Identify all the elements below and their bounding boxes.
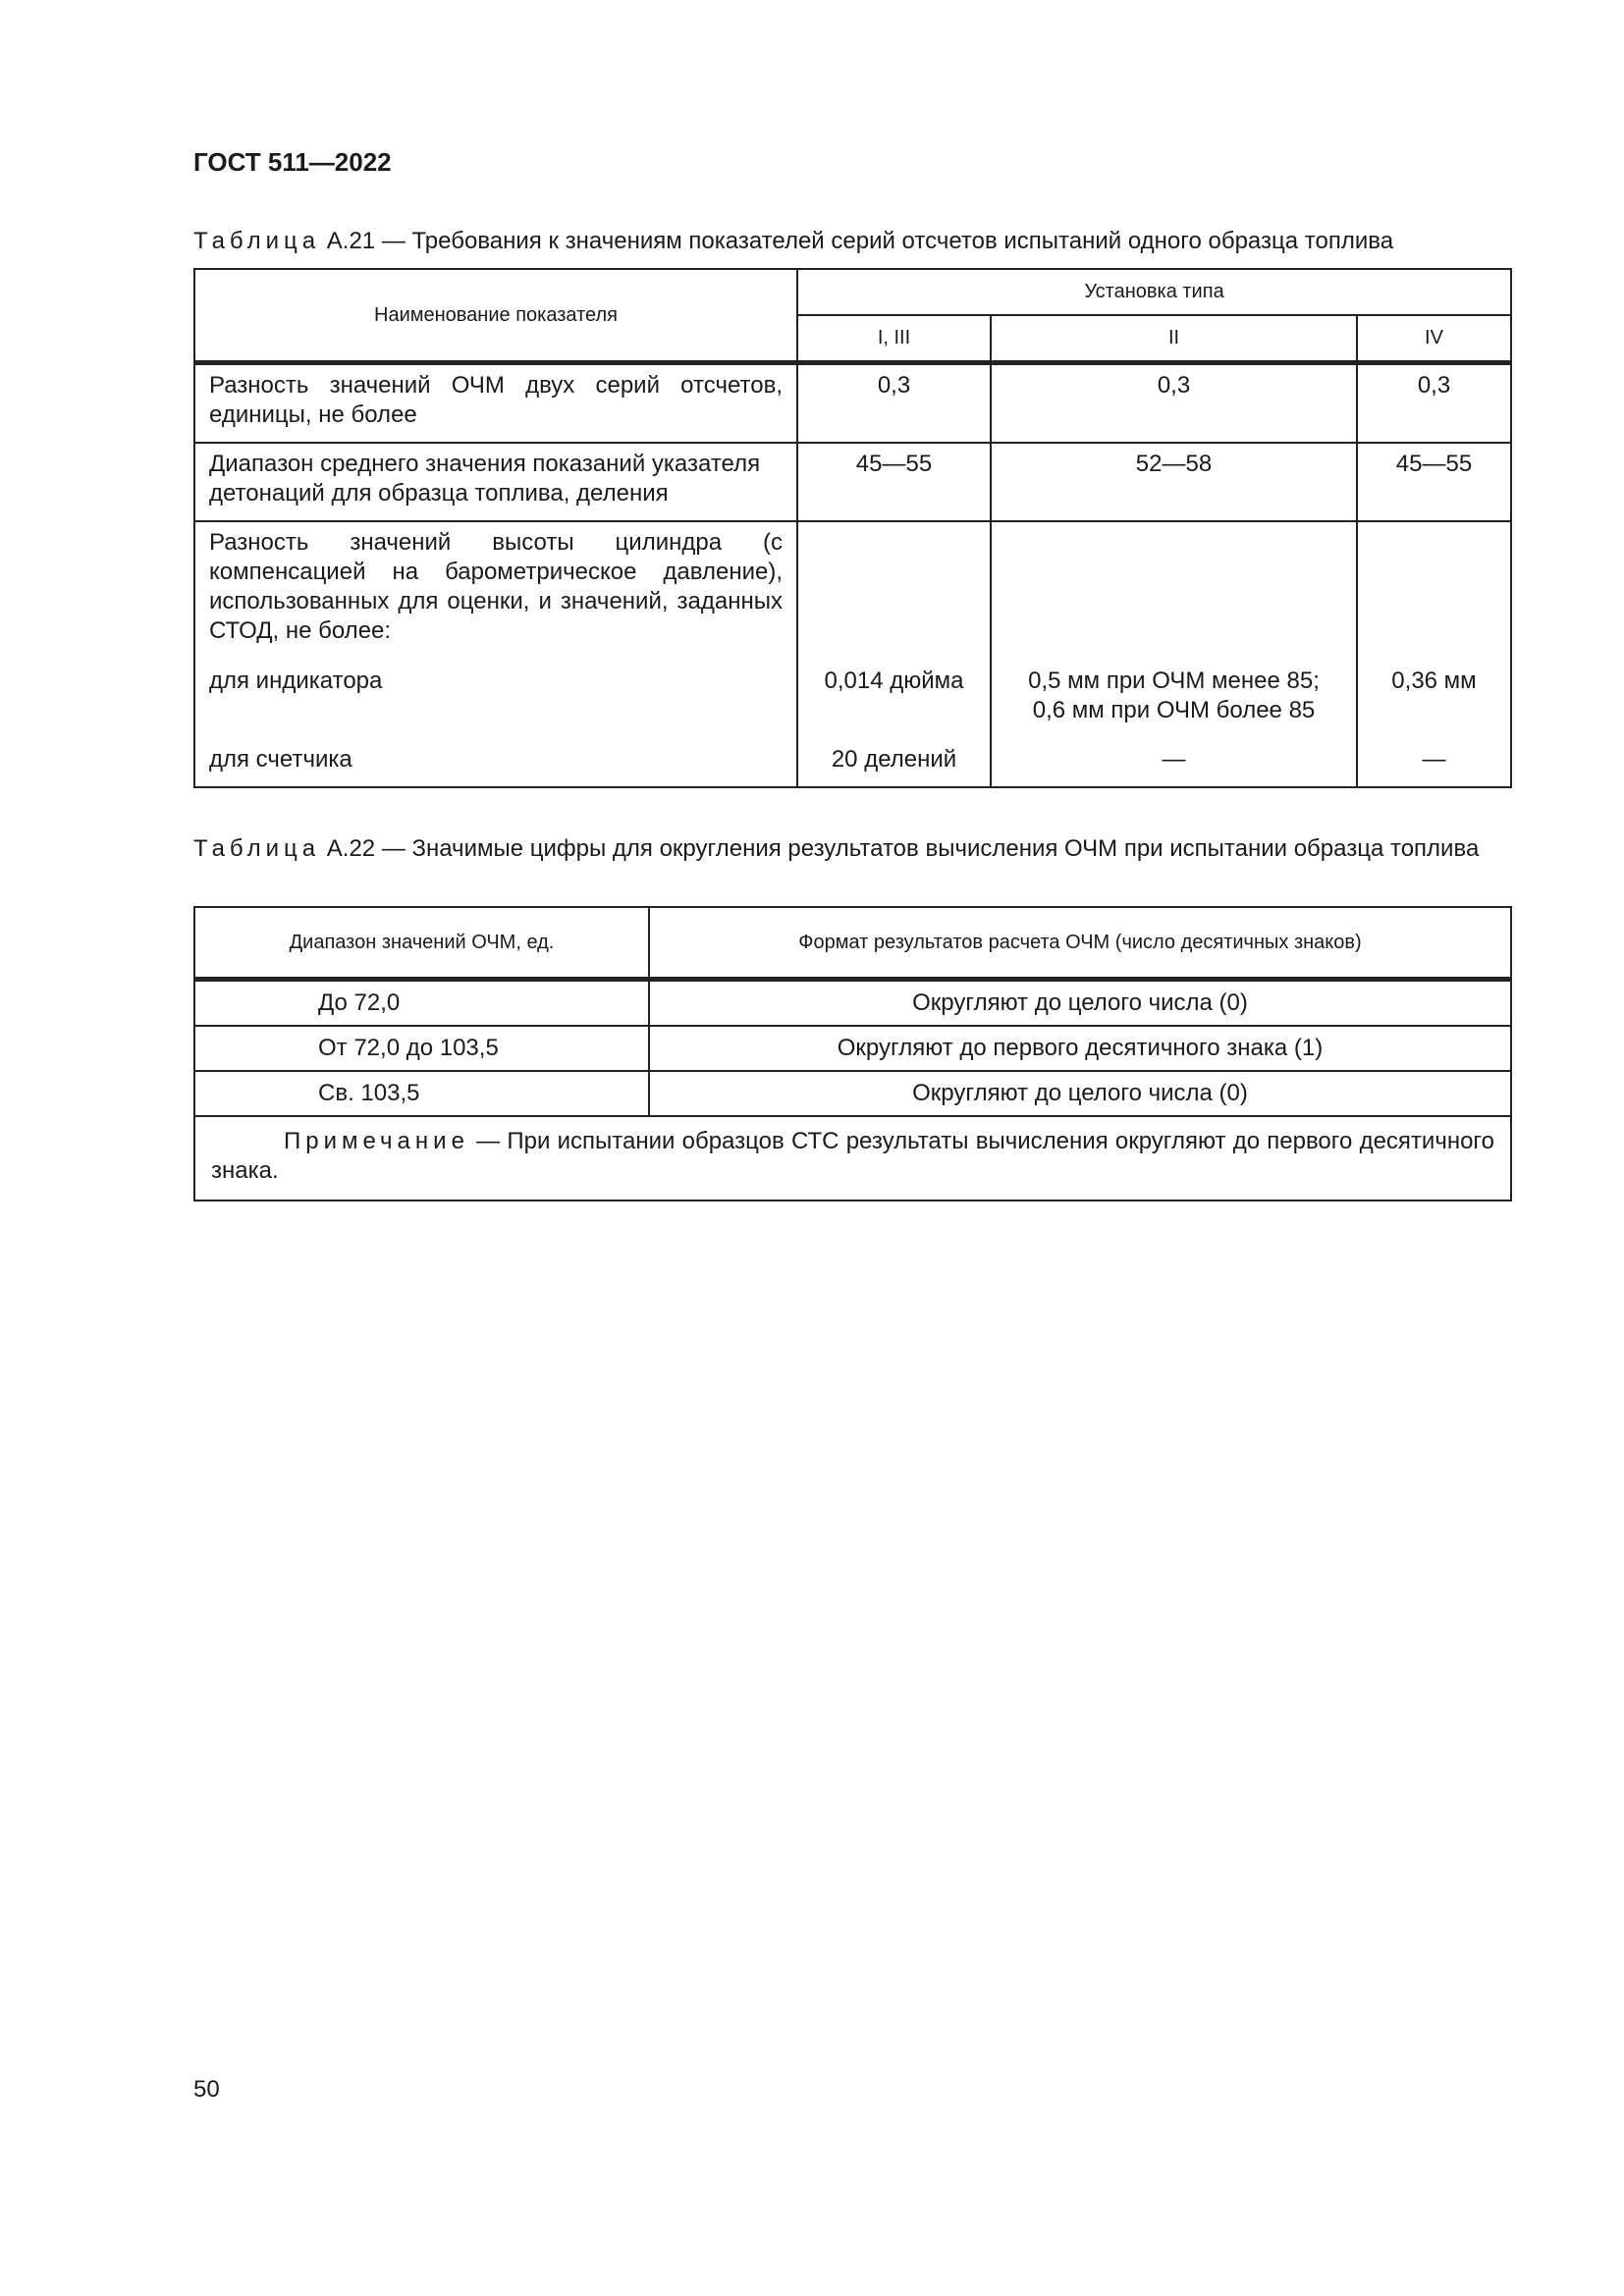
row-value: 52—58 bbox=[991, 443, 1357, 521]
table-a22-caption bbox=[193, 833, 1509, 864]
sub-label-counter: для счетчика bbox=[209, 746, 352, 773]
row-value: 45—55 bbox=[1357, 443, 1511, 521]
note-word: Примечание bbox=[284, 1128, 469, 1154]
column-header-type-1-3: I, III bbox=[797, 315, 991, 363]
sub-label-indicator: для индикатора bbox=[209, 667, 383, 694]
row-value: 0,014 дюйма bbox=[824, 667, 964, 694]
caption-word: Таблица bbox=[193, 835, 321, 862]
range-cell: От 72,0 до 103,5 bbox=[194, 1026, 649, 1071]
row-value: 0,5 мм при ОЧМ менее 85; bbox=[1028, 667, 1320, 694]
table-row bbox=[194, 1026, 1511, 1071]
row-name: Диапазон среднего значения показаний указателя детонаций для образца топлива, деления bbox=[194, 443, 797, 521]
format-cell: Округляют до целого числа (0) bbox=[649, 980, 1511, 1027]
row-value: 45—55 bbox=[797, 443, 991, 521]
row-value-cell bbox=[797, 521, 991, 787]
column-header-group: Установка типа bbox=[797, 269, 1511, 315]
table-note bbox=[194, 1116, 1511, 1201]
note-row bbox=[194, 1116, 1511, 1201]
row-value: 0,3 bbox=[797, 363, 991, 444]
column-header-range: Диапазон значений ОЧМ, ед. bbox=[194, 907, 649, 980]
row-name-heading: Разность значений высоты цилиндра (с компенсацией на барометрическое давление), использованных для оценки, и значений, заданных СТОД, не более: bbox=[209, 529, 783, 644]
document-id: ГОСТ 511—2022 bbox=[193, 147, 392, 177]
row-value: 0,3 bbox=[991, 363, 1357, 444]
table-row bbox=[194, 443, 1511, 521]
row-value: — bbox=[1162, 746, 1186, 773]
row-name bbox=[194, 521, 797, 787]
row-value-cell bbox=[991, 521, 1357, 787]
table-row bbox=[194, 521, 1511, 787]
row-value: 0,6 мм при ОЧМ более 85 bbox=[1032, 697, 1316, 723]
page-number: 50 bbox=[193, 2076, 220, 2103]
table-row bbox=[194, 1071, 1511, 1116]
table-row bbox=[194, 363, 1511, 444]
note-text: — При испытании образцов СТС результаты вычисления округляют до первого десятичного знака. bbox=[211, 1128, 1495, 1184]
format-cell: Округляют до первого десятичного знака (1) bbox=[649, 1026, 1511, 1071]
row-value: 20 делений bbox=[831, 746, 957, 773]
column-header-type-2: II bbox=[991, 315, 1357, 363]
column-header-type-4: IV bbox=[1357, 315, 1511, 363]
column-header-name: Наименование показателя bbox=[194, 269, 797, 363]
range-cell: Св. 103,5 bbox=[194, 1071, 649, 1116]
row-value-cell bbox=[1357, 521, 1511, 787]
table-a21-caption bbox=[193, 226, 1509, 256]
table-a22 bbox=[193, 906, 1512, 1201]
caption-text: А.21 — Требования к значениям показателей серий отсчетов испытаний одного образца топлива bbox=[326, 228, 1394, 254]
caption-word: Таблица bbox=[193, 228, 321, 254]
caption-text: А.22 — Значимые цифры для округления результатов вычисления ОЧМ при испытании образца топлива bbox=[326, 835, 1480, 862]
column-header-format: Формат результатов расчета ОЧМ (число десятичных знаков) bbox=[649, 907, 1511, 980]
row-value: 0,3 bbox=[1357, 363, 1511, 444]
row-name: Разность значений ОЧМ двух серий отсчетов, единицы, не более bbox=[194, 363, 797, 444]
range-cell: До 72,0 bbox=[194, 980, 649, 1027]
table-row bbox=[194, 980, 1511, 1027]
row-value: 0,36 мм bbox=[1391, 667, 1477, 694]
row-value: — bbox=[1422, 746, 1446, 773]
table-a21 bbox=[193, 268, 1512, 788]
format-cell: Округляют до целого числа (0) bbox=[649, 1071, 1511, 1116]
